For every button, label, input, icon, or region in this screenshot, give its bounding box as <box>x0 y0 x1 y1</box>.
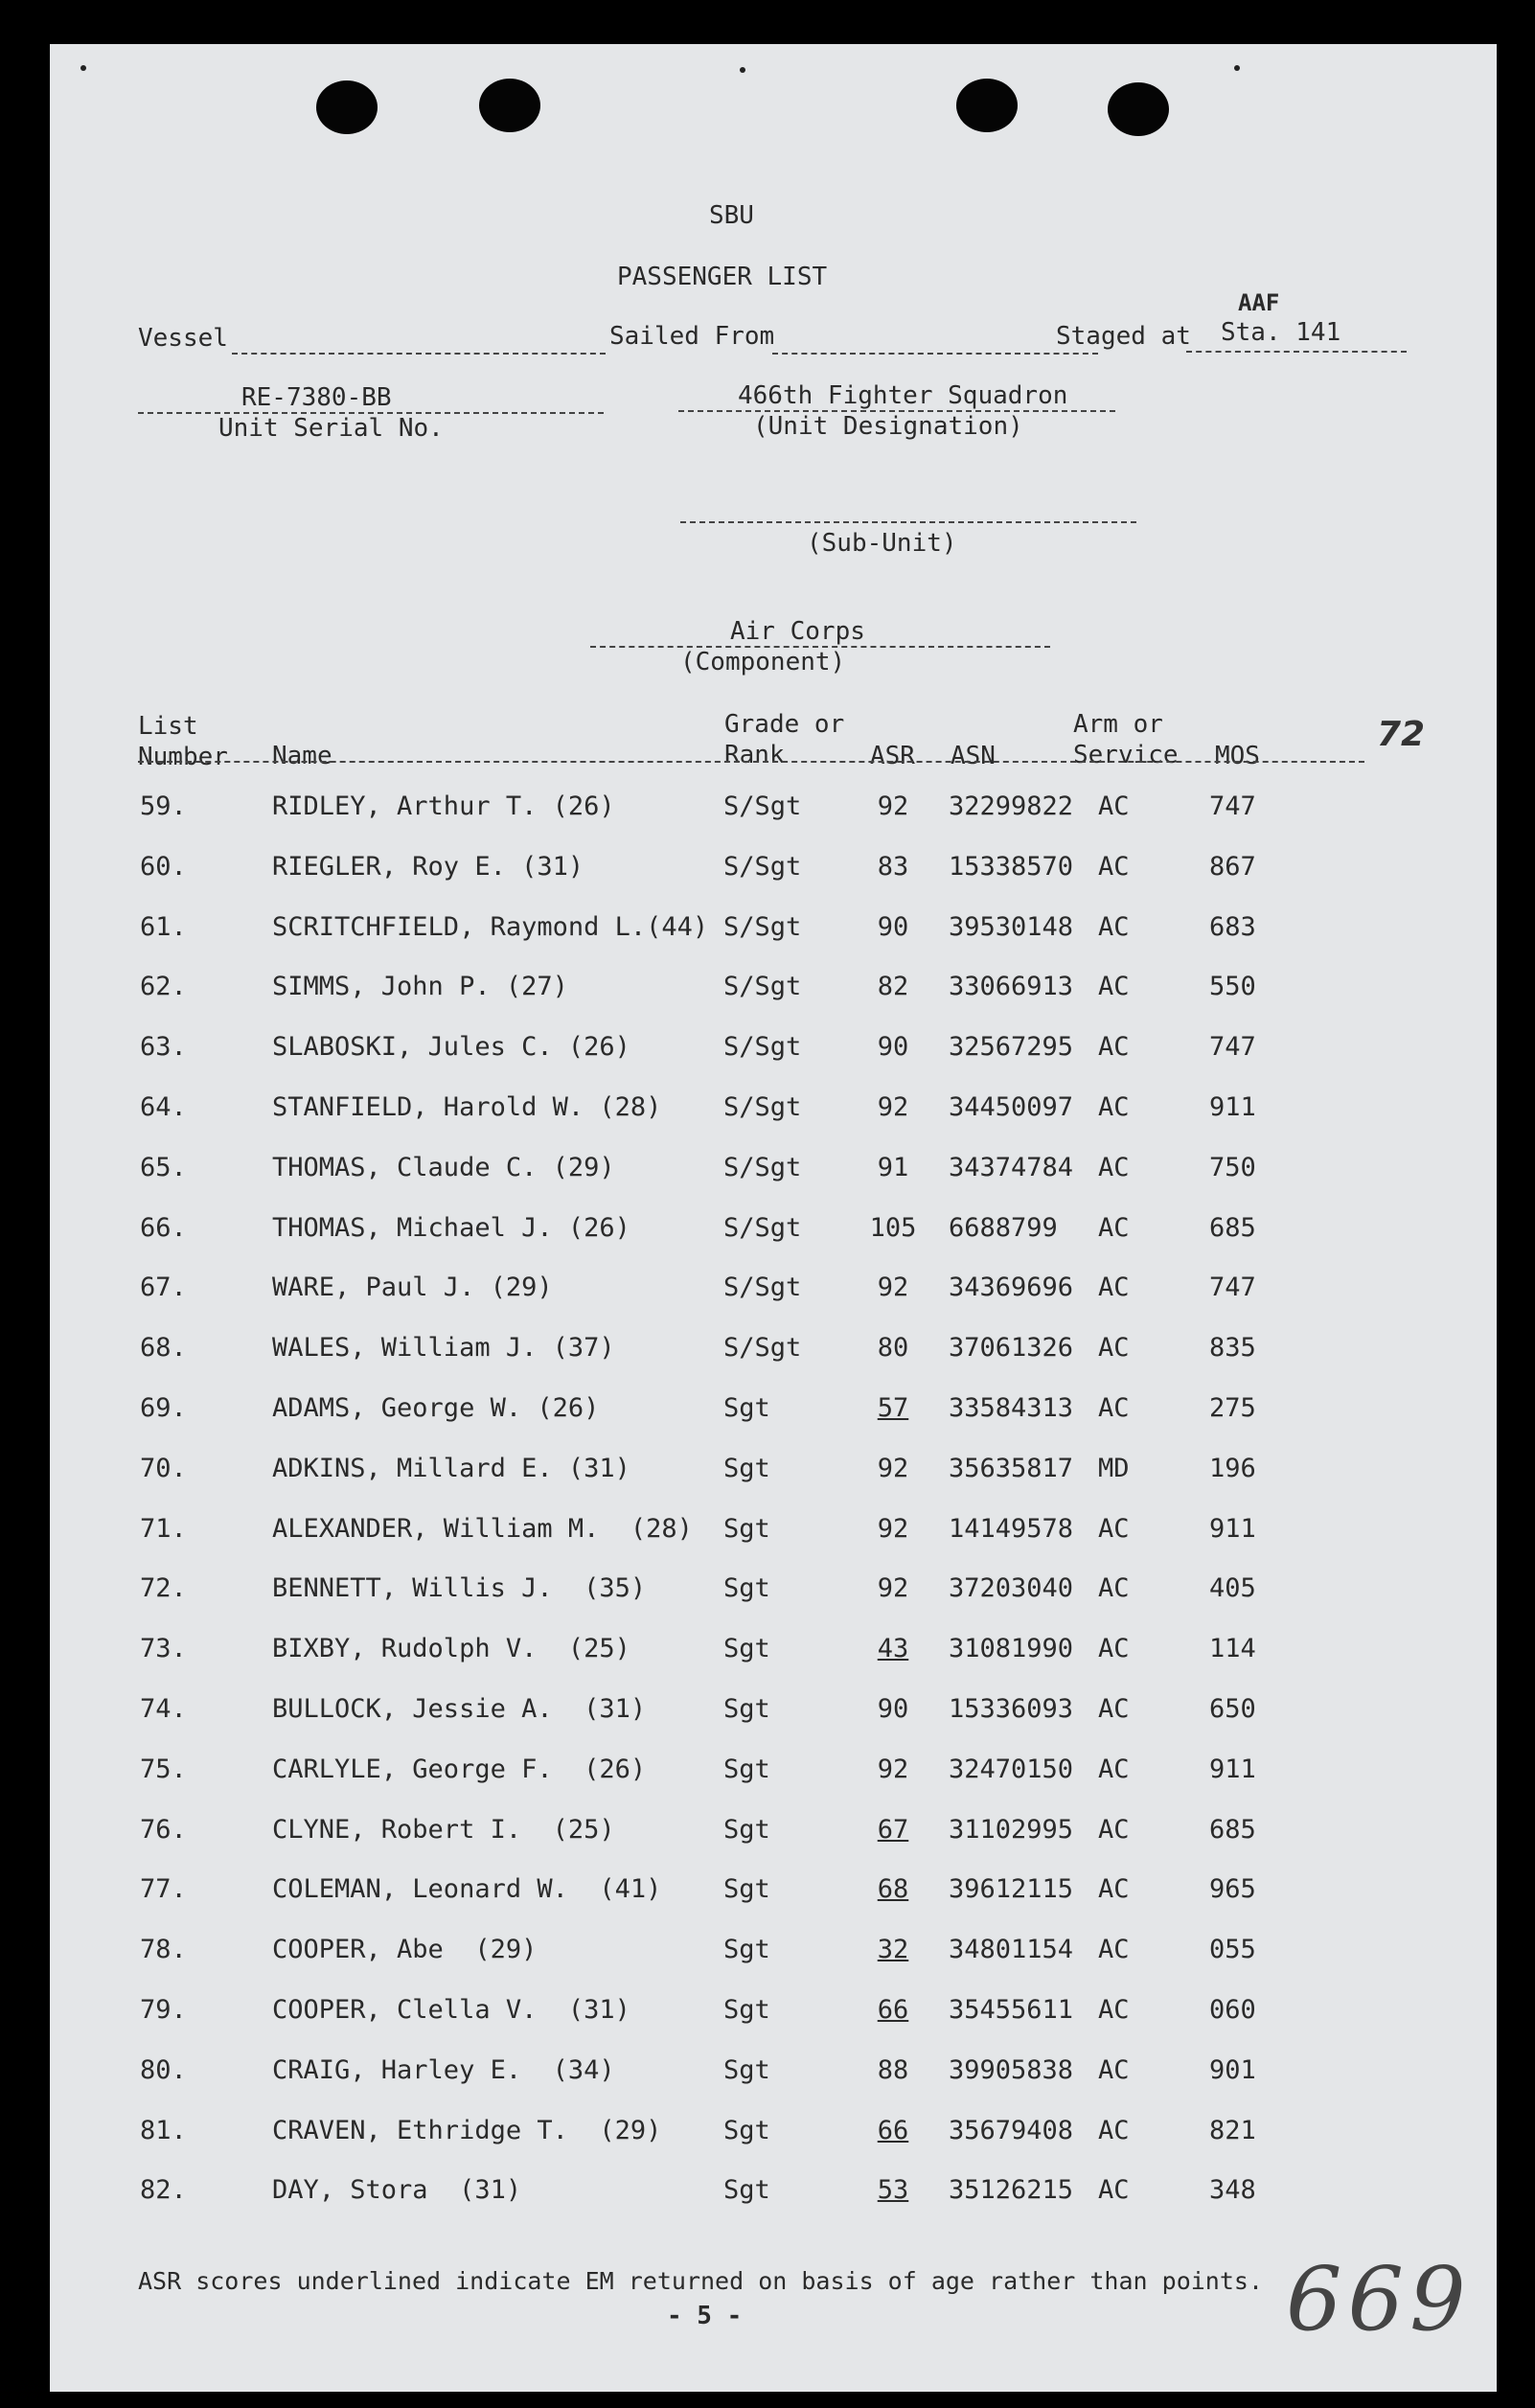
list-number: 69. <box>140 1393 187 1423</box>
mos-code: 747 <box>1209 791 1256 821</box>
grade-rank: S/Sgt <box>723 1152 802 1182</box>
grade-rank: Sgt <box>723 2115 770 2145</box>
passenger-name: RIDLEY, Arthur T. (26) <box>272 791 615 821</box>
arm-service: AC <box>1098 1092 1130 1122</box>
table-row <box>50 1815 1497 1853</box>
asr-score: 92 <box>877 1453 909 1483</box>
asr-score: 92 <box>877 1573 909 1604</box>
table-row <box>50 1634 1497 1672</box>
punch-hole <box>479 79 540 132</box>
asn-number: 34374784 <box>949 1152 1074 1182</box>
grade-rank: S/Sgt <box>723 851 802 882</box>
asr-score: 92 <box>877 1273 909 1303</box>
table-row <box>50 852 1497 890</box>
passenger-name: COOPER, Clella V. (31) <box>272 1995 630 2025</box>
mos-code: 747 <box>1209 1032 1256 1063</box>
table-row <box>50 1754 1497 1793</box>
arm-service: AC <box>1098 851 1130 882</box>
mos-code: 550 <box>1209 972 1256 1002</box>
table-row <box>50 1573 1497 1612</box>
col-header-asr: ASR <box>870 742 915 770</box>
grade-rank: Sgt <box>723 2054 770 2085</box>
mos-code: 821 <box>1209 2115 1256 2145</box>
list-number: 78. <box>140 1935 187 1965</box>
asr-score: 53 <box>877 2175 909 2206</box>
header-rule <box>138 761 1364 763</box>
staged-at-line <box>1186 351 1407 353</box>
mos-code: 747 <box>1209 1273 1256 1303</box>
asr-score: 43 <box>877 1634 909 1664</box>
arm-service: AC <box>1098 911 1130 942</box>
list-number: 74. <box>140 1694 187 1724</box>
passenger-name: SCRITCHFIELD, Raymond L.(44) <box>272 911 709 942</box>
arm-service: AC <box>1098 1212 1130 1243</box>
punch-hole <box>316 80 378 134</box>
table-row <box>50 1032 1497 1070</box>
list-number: 82. <box>140 2175 187 2206</box>
table-row <box>50 1454 1497 1492</box>
arm-service: AC <box>1098 1333 1130 1364</box>
vessel-label: Vessel <box>138 324 228 353</box>
asr-score: 92 <box>877 1092 909 1122</box>
arm-service: AC <box>1098 1874 1130 1905</box>
grade-rank: S/Sgt <box>723 1273 802 1303</box>
arm-service: AC <box>1098 1152 1130 1182</box>
col-header-name: Name <box>272 742 332 770</box>
table-row <box>50 912 1497 951</box>
passenger-name: ADAMS, George W. (26) <box>272 1393 600 1423</box>
arm-service: AC <box>1098 791 1130 821</box>
asn-number: 15338570 <box>949 851 1074 882</box>
page-title: PASSENGER LIST <box>617 263 828 291</box>
col-header-arm: Arm or Service <box>1073 710 1179 769</box>
grade-rank: Sgt <box>723 1874 770 1905</box>
list-number: 75. <box>140 1754 187 1784</box>
passenger-name: CARLYLE, George F. (26) <box>272 1754 647 1784</box>
punch-hole <box>1108 82 1169 136</box>
asr-score: 92 <box>877 1754 909 1784</box>
mos-code: 650 <box>1209 1694 1256 1724</box>
table-row <box>50 1935 1497 1973</box>
component-label: (Component) <box>680 648 846 677</box>
arm-service: AC <box>1098 2115 1130 2145</box>
asn-number: 39530148 <box>949 911 1074 942</box>
arm-service: AC <box>1098 1634 1130 1664</box>
list-number: 70. <box>140 1453 187 1483</box>
asn-number: 39905838 <box>949 2054 1074 2085</box>
asn-number: 31081990 <box>949 1634 1074 1664</box>
agency-code: SBU <box>709 201 754 230</box>
asr-score: 83 <box>877 851 909 882</box>
col-header-mos: MOS <box>1215 742 1260 770</box>
passenger-name: BENNETT, Willis J. (35) <box>272 1573 647 1604</box>
col-header-grade: Grade or Rank <box>724 710 845 769</box>
asr-score: 91 <box>877 1152 909 1182</box>
list-number: 61. <box>140 911 187 942</box>
arm-service: MD <box>1098 1453 1130 1483</box>
passenger-name: ALEXANDER, William M. (28) <box>272 1513 693 1544</box>
mos-code: 911 <box>1209 1754 1256 1784</box>
grade-rank: S/Sgt <box>723 972 802 1002</box>
asr-score: 90 <box>877 1032 909 1063</box>
mos-code: 683 <box>1209 911 1256 942</box>
arm-service: AC <box>1098 1814 1130 1845</box>
mos-code: 965 <box>1209 1874 1256 1905</box>
passenger-name: SIMMS, John P. (27) <box>272 972 568 1002</box>
passenger-name: CRAVEN, Ethridge T. (29) <box>272 2115 662 2145</box>
asr-score: 67 <box>877 1814 909 1845</box>
table-row <box>50 1273 1497 1311</box>
table-row <box>50 1333 1497 1371</box>
staged-at-value-top: AAF <box>1238 289 1280 316</box>
mos-code: 911 <box>1209 1513 1256 1544</box>
list-number: 77. <box>140 1874 187 1905</box>
asn-number: 39612115 <box>949 1874 1074 1905</box>
mos-code: 060 <box>1209 1995 1256 2025</box>
mos-code: 405 <box>1209 1573 1256 1604</box>
table-row <box>50 1092 1497 1131</box>
asn-number: 34801154 <box>949 1935 1074 1965</box>
mos-code: 685 <box>1209 1814 1256 1845</box>
table-row <box>50 1995 1497 2033</box>
mos-code: 835 <box>1209 1333 1256 1364</box>
grade-rank: S/Sgt <box>723 911 802 942</box>
asr-score: 90 <box>877 1694 909 1724</box>
asn-number: 6688799 <box>949 1212 1058 1243</box>
asn-number: 35455611 <box>949 1995 1074 2025</box>
passenger-name: COOPER, Abe (29) <box>272 1935 538 1965</box>
table-row <box>50 791 1497 830</box>
mos-code: 901 <box>1209 2054 1256 2085</box>
passenger-name: RIEGLER, Roy E. (31) <box>272 851 584 882</box>
mos-code: 685 <box>1209 1212 1256 1243</box>
staged-at-label: Staged at <box>1056 322 1191 351</box>
grade-rank: Sgt <box>723 1453 770 1483</box>
asr-score: 32 <box>877 1935 909 1965</box>
table-row <box>50 1213 1497 1251</box>
list-number: 66. <box>140 1212 187 1243</box>
table-row <box>50 972 1497 1010</box>
table-row <box>50 1514 1497 1552</box>
sailed-from-line <box>772 353 1098 355</box>
punch-hole <box>956 79 1018 132</box>
list-number: 67. <box>140 1273 187 1303</box>
arm-service: AC <box>1098 1694 1130 1724</box>
list-number: 63. <box>140 1032 187 1063</box>
grade-rank: Sgt <box>723 1393 770 1423</box>
table-row <box>50 1393 1497 1432</box>
mos-code: 911 <box>1209 1092 1256 1122</box>
arm-service: AC <box>1098 2175 1130 2206</box>
speck <box>80 65 86 71</box>
unit-designation-label: (Unit Designation) <box>753 412 1023 441</box>
asr-score: 105 <box>869 1212 917 1243</box>
mos-code: 196 <box>1209 1453 1256 1483</box>
list-number: 60. <box>140 851 187 882</box>
asn-number: 33066913 <box>949 972 1074 1002</box>
asn-number: 35679408 <box>949 2115 1074 2145</box>
table-row <box>50 1874 1497 1913</box>
unit-designation-value: 466th Fighter Squadron <box>738 381 1068 410</box>
asn-number: 35126215 <box>949 2175 1074 2206</box>
grade-rank: Sgt <box>723 1694 770 1724</box>
list-number: 73. <box>140 1634 187 1664</box>
arm-service: AC <box>1098 1273 1130 1303</box>
asr-score: 68 <box>877 1874 909 1905</box>
list-number: 71. <box>140 1513 187 1544</box>
speck <box>740 67 745 73</box>
passenger-name: BIXBY, Rudolph V. (25) <box>272 1634 630 1664</box>
arm-service: AC <box>1098 1513 1130 1544</box>
asn-number: 35635817 <box>949 1453 1074 1483</box>
list-number: 80. <box>140 2054 187 2085</box>
passenger-name: WALES, William J. (37) <box>272 1333 615 1364</box>
passenger-name: BULLOCK, Jessie A. (31) <box>272 1694 647 1724</box>
asr-score: 92 <box>877 1513 909 1544</box>
list-number: 79. <box>140 1995 187 2025</box>
table-row <box>50 1694 1497 1732</box>
table-row <box>50 2175 1497 2213</box>
grade-rank: Sgt <box>723 1754 770 1784</box>
grade-rank: S/Sgt <box>723 1032 802 1063</box>
grade-rank: Sgt <box>723 2175 770 2206</box>
mos-code: 348 <box>1209 2175 1256 2206</box>
list-number: 64. <box>140 1092 187 1122</box>
table-row <box>50 2055 1497 2094</box>
table-row <box>50 1153 1497 1191</box>
grade-rank: Sgt <box>723 1513 770 1544</box>
arm-service: AC <box>1098 1573 1130 1604</box>
staged-at-value: Sta. 141 <box>1221 318 1341 347</box>
passenger-name: ADKINS, Millard E. (31) <box>272 1453 630 1483</box>
sub-unit-line <box>680 521 1136 523</box>
asn-number: 14149578 <box>949 1513 1074 1544</box>
list-number: 62. <box>140 972 187 1002</box>
unit-serial-label: Unit Serial No. <box>218 414 444 443</box>
arm-service: AC <box>1098 1754 1130 1784</box>
grade-rank: S/Sgt <box>723 1333 802 1364</box>
grade-rank: Sgt <box>723 1995 770 2025</box>
col-header-list-number: List Number <box>138 712 228 771</box>
unit-serial-value: RE-7380-BB <box>241 383 392 412</box>
vessel-line <box>232 353 606 355</box>
asn-number: 37203040 <box>949 1573 1074 1604</box>
sub-unit-label: (Sub-Unit) <box>807 529 957 558</box>
mos-code: 114 <box>1209 1634 1256 1664</box>
grade-rank: Sgt <box>723 1573 770 1604</box>
component-value: Air Corps <box>730 617 865 646</box>
asn-number: 37061326 <box>949 1333 1074 1364</box>
grade-rank: S/Sgt <box>723 791 802 821</box>
col-header-asn: ASN <box>951 742 996 770</box>
asr-score: 88 <box>877 2054 909 2085</box>
page-number: - 5 - <box>667 2302 743 2330</box>
grade-rank: Sgt <box>723 1814 770 1845</box>
grade-rank: Sgt <box>723 1634 770 1664</box>
mos-code: 750 <box>1209 1152 1256 1182</box>
arm-service: AC <box>1098 1935 1130 1965</box>
asn-number: 32470150 <box>949 1754 1074 1784</box>
list-number: 59. <box>140 791 187 821</box>
asr-score: 92 <box>877 791 909 821</box>
passenger-name: STANFIELD, Harold W. (28) <box>272 1092 662 1122</box>
passenger-name: THOMAS, Michael J. (26) <box>272 1212 630 1243</box>
asn-number: 32567295 <box>949 1032 1074 1063</box>
sailed-from-label: Sailed From <box>609 322 775 351</box>
passenger-name: CLYNE, Robert I. (25) <box>272 1814 615 1845</box>
mos-code: 867 <box>1209 851 1256 882</box>
asr-score: 82 <box>877 972 909 1002</box>
passenger-name: WARE, Paul J. (29) <box>272 1273 553 1303</box>
asr-score: 57 <box>877 1393 909 1423</box>
grade-rank: S/Sgt <box>723 1092 802 1122</box>
footer-note: ASR scores underlined indicate EM returned on basis of age rather than points. <box>138 2267 1263 2295</box>
asn-number: 15336093 <box>949 1694 1074 1724</box>
handwritten-number: 669 <box>1286 2248 1472 2351</box>
mos-code: 055 <box>1209 1935 1256 1965</box>
arm-service: AC <box>1098 972 1130 1002</box>
asn-number: 31102995 <box>949 1814 1074 1845</box>
list-number: 81. <box>140 2115 187 2145</box>
asn-number: 34369696 <box>949 1273 1074 1303</box>
asn-number: 33584313 <box>949 1393 1074 1423</box>
asr-score: 66 <box>877 2115 909 2145</box>
arm-service: AC <box>1098 1995 1130 2025</box>
arm-service: AC <box>1098 2054 1130 2085</box>
grade-rank: S/Sgt <box>723 1212 802 1243</box>
grade-rank: Sgt <box>723 1935 770 1965</box>
arm-service: AC <box>1098 1393 1130 1423</box>
asr-score: 90 <box>877 911 909 942</box>
asr-score: 66 <box>877 1995 909 2025</box>
asn-number: 34450097 <box>949 1092 1074 1122</box>
asr-score: 80 <box>877 1333 909 1364</box>
list-number: 68. <box>140 1333 187 1364</box>
margin-mark: 72 <box>1377 715 1426 754</box>
speck <box>1234 65 1240 71</box>
passenger-name: CRAIG, Harley E. (34) <box>272 2054 615 2085</box>
passenger-name: DAY, Stora (31) <box>272 2175 522 2206</box>
arm-service: AC <box>1098 1032 1130 1063</box>
table-row <box>50 2116 1497 2154</box>
list-number: 72. <box>140 1573 187 1604</box>
passenger-name: THOMAS, Claude C. (29) <box>272 1152 615 1182</box>
passenger-name: SLABOSKI, Jules C. (26) <box>272 1032 630 1063</box>
mos-code: 275 <box>1209 1393 1256 1423</box>
asn-number: 32299822 <box>949 791 1074 821</box>
document-page <box>50 44 1497 2392</box>
passenger-name: COLEMAN, Leonard W. (41) <box>272 1874 662 1905</box>
list-number: 76. <box>140 1814 187 1845</box>
list-number: 65. <box>140 1152 187 1182</box>
